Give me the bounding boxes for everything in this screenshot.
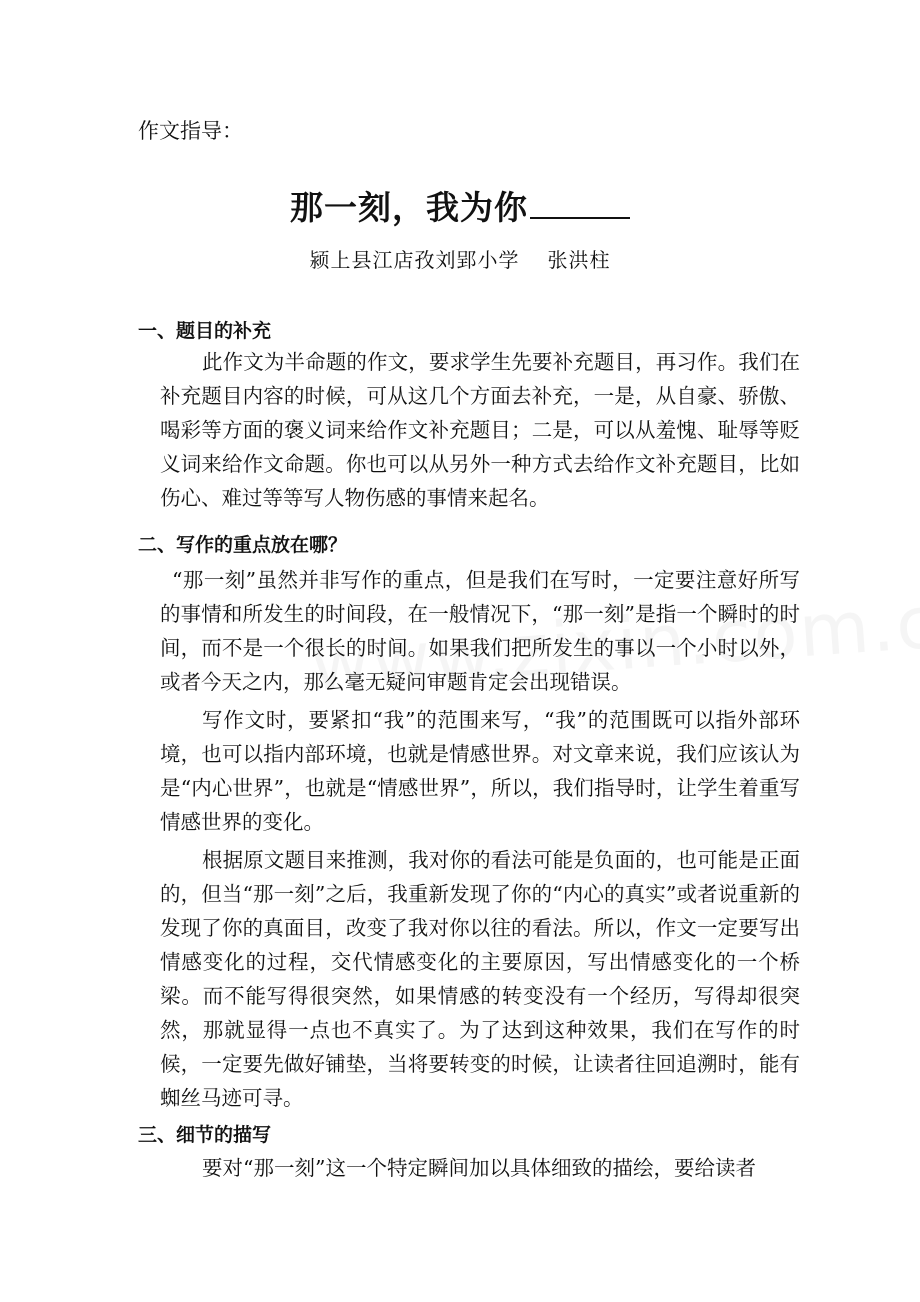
essay-title	[0, 182, 920, 229]
section-paragraph: 要对“那一刻”这一个特定瞬间加以具体细致的描绘，要给读者	[202, 1156, 756, 1180]
author-school: 颍上县江店孜刘郢小学	[309, 248, 520, 272]
essay-title-text: 那一刻，我为你	[290, 188, 528, 227]
section-heading: 三、细节的描写	[138, 1124, 272, 1146]
section-heading: 二、写作的重点放在哪？	[138, 534, 348, 556]
section-paragraph: 此作文为半命题的作文，要求学生先要补充题目，再习作。我们在补充题目内容的时候，可从这几个方面去补充，一是，从自豪、骄傲、喝彩等方面的褒义词来给作文补充题目；二是，可以从羞愧、耻辱等贬义词来给作文命题。你也可以从另外一种方式去给作文补充题目，比如伤心、难过等等写人物伤感的事情来起名。	[160, 350, 800, 510]
section-heading: 一、题目的补充	[138, 320, 272, 342]
title-blank-line	[530, 187, 630, 219]
author-line	[0, 244, 920, 273]
guide-label: 作文指导：	[138, 119, 243, 143]
author-name: 张洪柱	[547, 248, 611, 272]
section-paragraph: 根据原文题目来推测，我对你的看法可能是负面的，也可能是正面的，但当“那一刻”之后，我重新发现了你的“内心的真实”或者说重新的发现了你的真面目，改变了我对你以往的看法。所以，作文一定要写出情感变化的过程，交代情感变化的主要原因，写出情感变化的一个桥梁。而不能写得很突然，如果情感的转变没有一个经历，写得却很突然，那就显得一点也不真实了。为了达到这种效果，我们在写作的时候，一定要先做好铺垫，当将要转变的时候，让读者往回追溯时，能有蜘丝马迹可寻。	[160, 848, 800, 1110]
section-paragraph: 写作文时，要紧扣“我”的范围来写，“我”的范围既可以指外部环境，也可以指内部环境，也就是情感世界。对文章来说，我们应该认为是“内心世界”，也就是“情感世界”，所以，我们指导时，让学生着重写情感世界的变化。	[160, 708, 800, 834]
section-paragraph: “那一刻”虽然并非写作的重点，但是我们在写时，一定要注意好所写的事情和所发生的时间段，在一般情况下，“那一刻”是指一个瞬时的时间，而不是一个很长的时间。如果我们把所发生的事以一个小时以外，或者今天之内，那么毫无疑问审题肯定会出现错误。	[160, 568, 800, 694]
